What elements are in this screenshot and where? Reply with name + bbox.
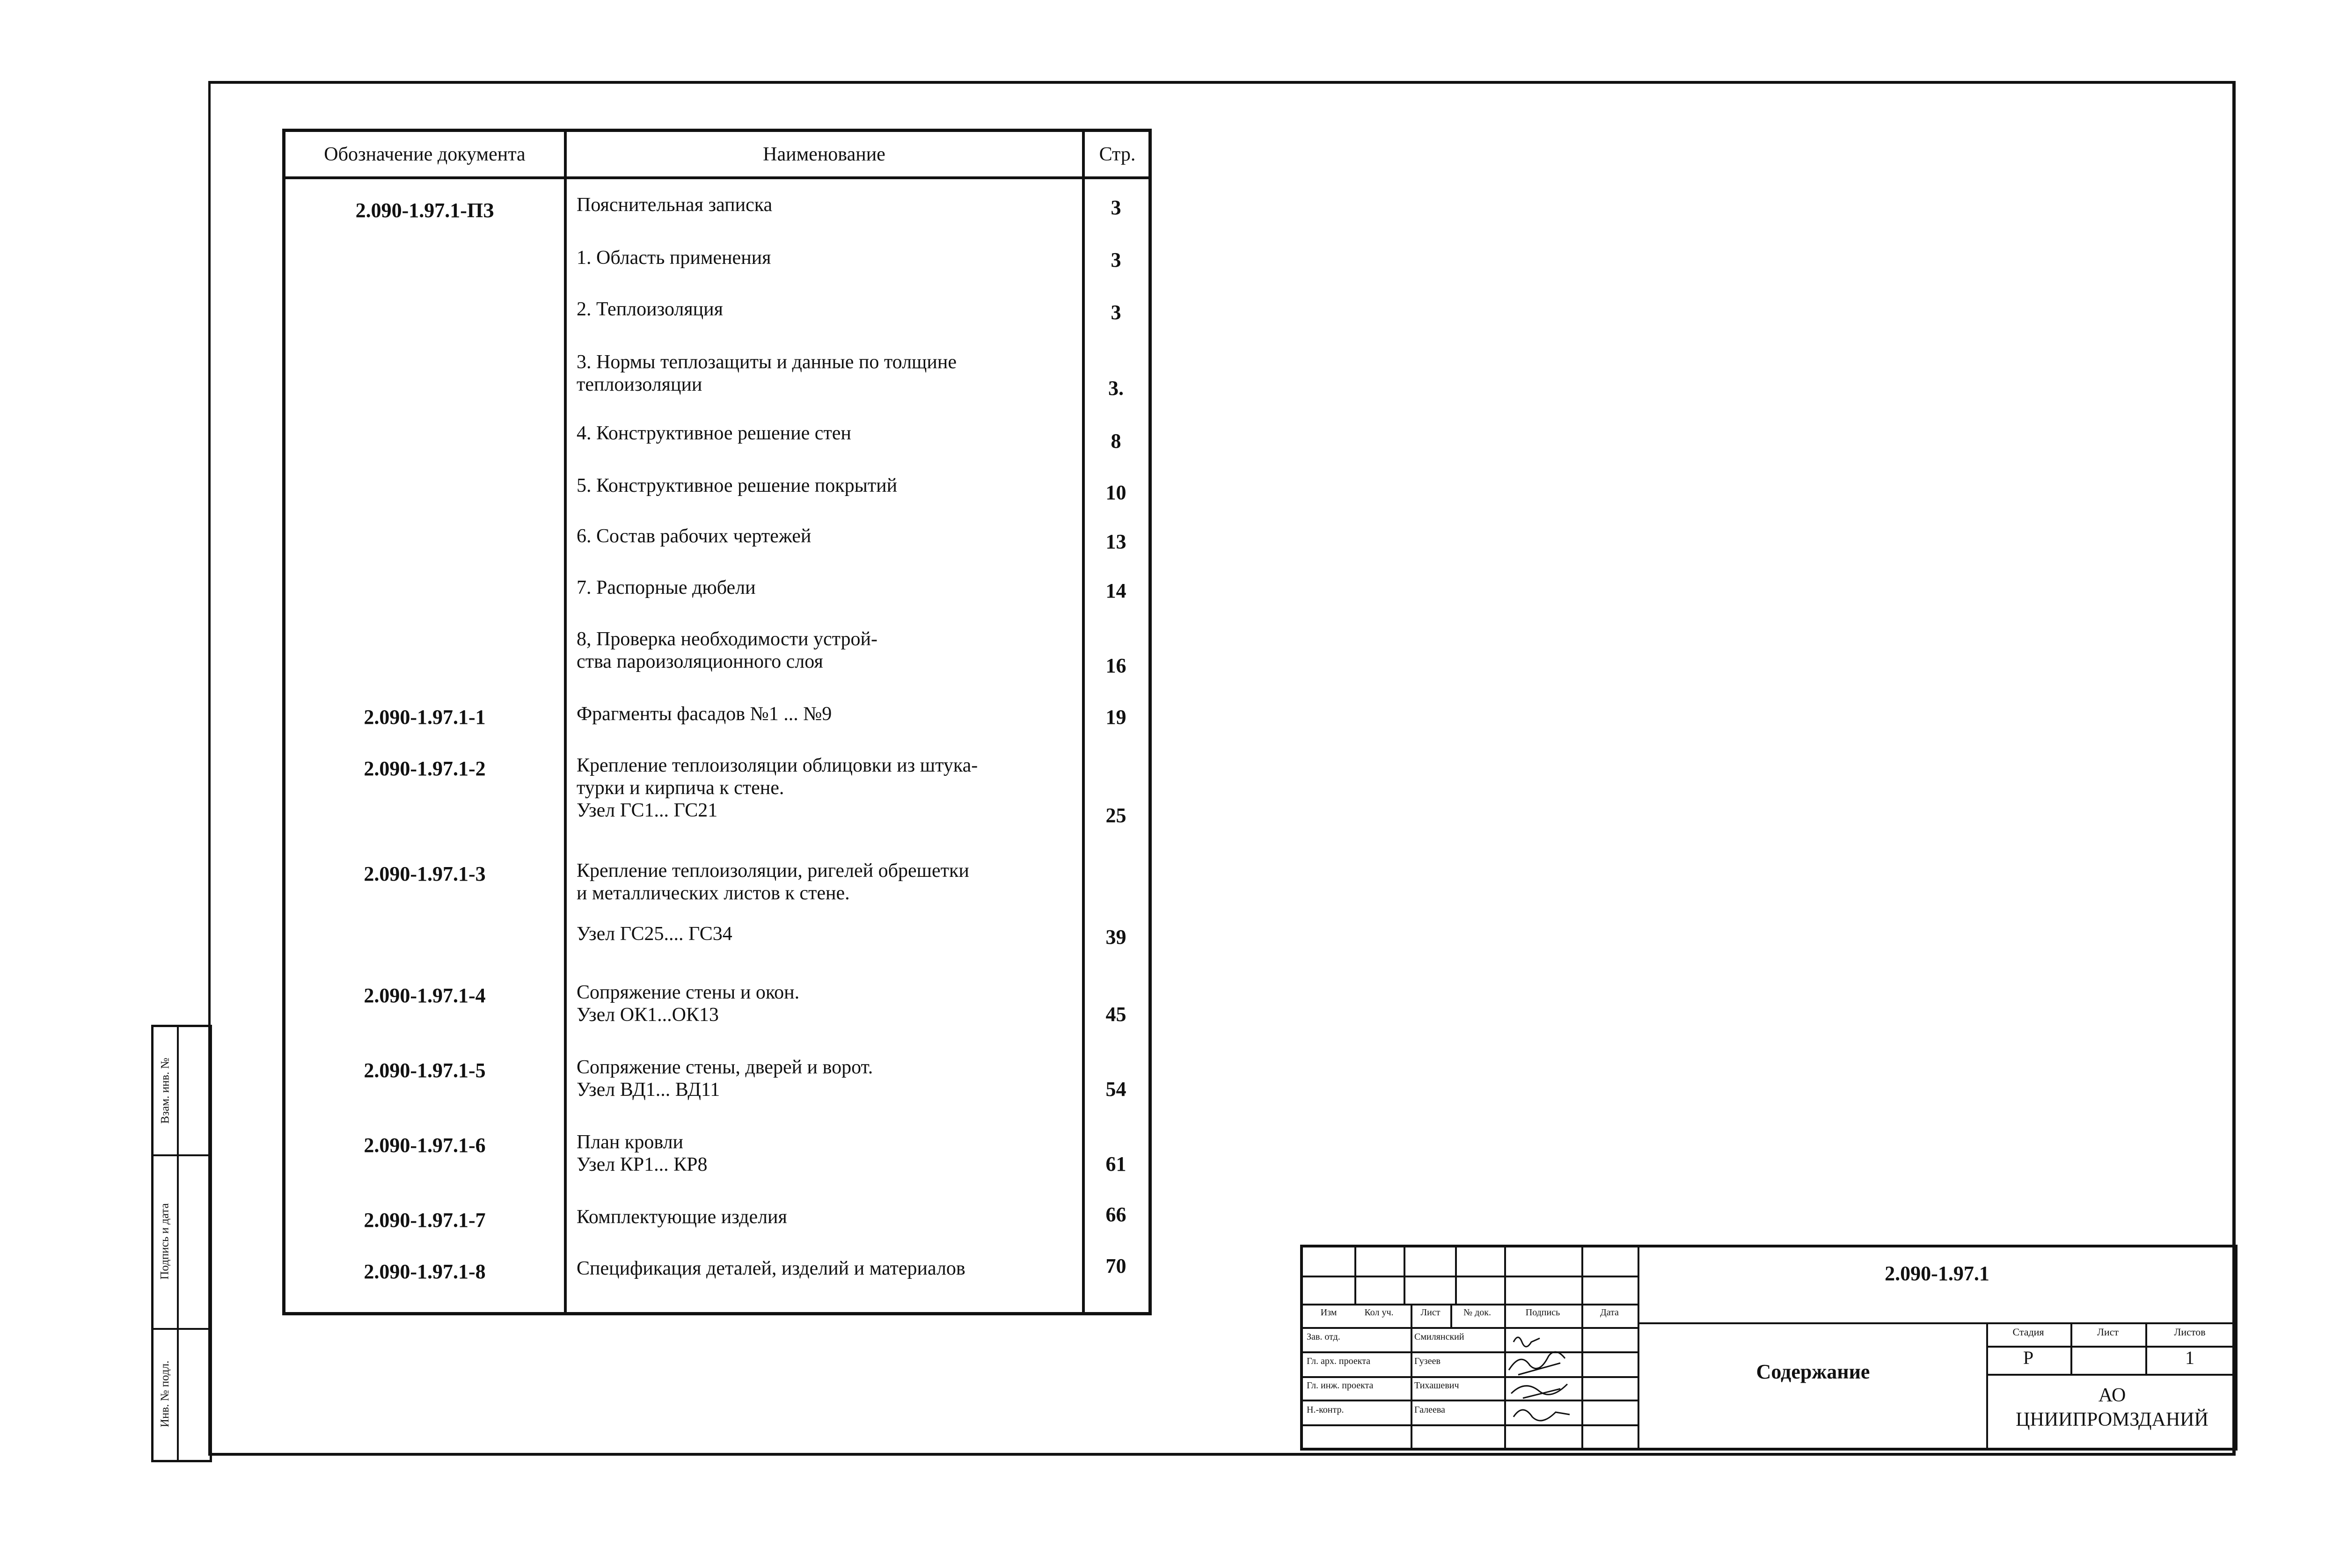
row-title: 1. Область применения (577, 247, 771, 269)
row-code: 2.090-1.97.1-4 (364, 984, 486, 1007)
organization (1988, 1383, 2236, 1432)
col-header-doc-no: № док. (1463, 1307, 1491, 1318)
row-page: 8 (1111, 430, 1121, 452)
side-stamp-strip (151, 1025, 212, 1462)
row-page: 45 (1105, 1003, 1126, 1026)
row-title: 4. Конструктивное решение стен (577, 423, 851, 444)
row-page: 13 (1105, 530, 1126, 553)
grid-line (1303, 1351, 1638, 1353)
grid-line (1581, 1247, 1583, 1449)
role-name: Тихашевич (1414, 1380, 1459, 1391)
col-header-change: Изм (1320, 1307, 1337, 1318)
stage-header: Стадия (2012, 1326, 2044, 1338)
col-header-date: Дата (1600, 1307, 1619, 1318)
role-label: Н.-контр. (1307, 1405, 1344, 1415)
row-title: Сопряжение стены и окон. Узел ОК1...ОК13 (577, 982, 800, 1026)
row-page: 54 (1105, 1078, 1126, 1101)
row-title: Пояснительная записка (577, 194, 773, 216)
row-code: 2.090-1.97.1-ПЗ (355, 199, 494, 222)
column-divider (564, 132, 567, 1312)
title-block (1300, 1245, 2238, 1451)
role-label: Зав. отд. (1307, 1332, 1340, 1342)
row-code: 2.090-1.97.1-3 (364, 862, 486, 885)
row-title: Комплектующие изделия (577, 1206, 787, 1228)
signatures-drawing (1504, 1328, 1581, 1424)
row-title: Узел ГС25.... ГС34 (577, 923, 732, 945)
header-name: Наименование (763, 143, 885, 165)
row-code: 2.090-1.97.1-2 (364, 757, 486, 780)
row-title: 3. Нормы теплозащиты и данные по толщине теплоизоляции (577, 351, 957, 395)
row-title: Крепление теплоизоляции, ригелей обрешетки и металлических листов к стене. (577, 860, 969, 904)
row-code: 2.090-1.97.1-5 (364, 1059, 486, 1082)
header-document-code: Обозначение документа (324, 143, 526, 165)
sheets-value: 1 (2185, 1347, 2194, 1368)
document-code: 2.090-1.97.1 (1885, 1262, 1989, 1285)
col-header-qty: Кол уч. (1364, 1307, 1394, 1318)
document-title: Содержание (1756, 1360, 1870, 1383)
grid-line (1303, 1376, 1638, 1378)
side-label-replaced-inventory: Взам. инв. № (159, 1057, 172, 1124)
row-code: 2.090-1.97.1-1 (364, 706, 486, 729)
row-page: 66 (1105, 1203, 1126, 1226)
row-page: 14 (1105, 579, 1126, 602)
row-code: 2.090-1.97.1-6 (364, 1134, 486, 1157)
row-title: Крепление теплоизоляции облицовки из штука- турки и кирпича к стене. Узел ГС1... ГС21 (577, 755, 978, 821)
row-title: 7. Распорные дюбели (577, 577, 756, 598)
grid-line (1638, 1247, 1639, 1449)
row-page: 3. (1108, 377, 1124, 400)
row-title: Сопряжение стены, дверей и ворот. Узел ВД1... ВД11 (577, 1057, 873, 1101)
role-name: Гузеев (1414, 1356, 1441, 1366)
stage-value: Р (2023, 1347, 2034, 1368)
role-name: Смилянский (1414, 1332, 1464, 1342)
row-code: 2.090-1.97.1-7 (364, 1209, 486, 1232)
row-code: 2.090-1.97.1-8 (364, 1260, 486, 1283)
grid-line (1303, 1400, 1638, 1401)
row-page: 3 (1111, 301, 1121, 324)
grid-line (1638, 1322, 2235, 1324)
row-title: Спецификация деталей, изделий и материалов (577, 1258, 965, 1279)
row-title: 5. Конструктивное решение покрытий (577, 475, 898, 496)
row-page: 19 (1105, 706, 1126, 729)
col-header-sheet: Лист (1420, 1307, 1441, 1318)
row-page: 10 (1105, 481, 1126, 504)
row-page: 61 (1105, 1152, 1126, 1175)
grid-line (1303, 1276, 1638, 1277)
grid-line (1303, 1424, 1638, 1426)
sheets-header: Листов (2174, 1326, 2206, 1338)
sheet-header: Лист (2097, 1326, 2119, 1338)
role-name: Галеева (1414, 1405, 1445, 1415)
header-divider (285, 176, 1148, 179)
side-strip-divider (177, 1027, 179, 1460)
row-title: 6. Состав рабочих чертежей (577, 525, 812, 547)
row-page: 39 (1105, 926, 1126, 948)
role-label: Гл. арх. проекта (1307, 1356, 1371, 1366)
side-label-signature-date: Подпись и дата (159, 1203, 171, 1280)
row-title: Фрагменты фасадов №1 ... №9 (577, 703, 832, 725)
side-label-original-inventory: Инв. № подл. (159, 1360, 172, 1428)
row-page: 3 (1111, 196, 1121, 219)
grid-line (1303, 1327, 1638, 1329)
row-page: 3 (1111, 248, 1121, 271)
row-title: План кровли Узел КР1... КР8 (577, 1131, 708, 1175)
row-page: 70 (1105, 1254, 1126, 1277)
row-page: 16 (1105, 654, 1126, 677)
role-label: Гл. инж. проекта (1307, 1380, 1374, 1391)
header-page: Стр. (1099, 143, 1136, 165)
organization-line-2: ЦНИИПРОМЗДАНИЙ (2016, 1409, 2208, 1430)
grid-line (1986, 1374, 2235, 1376)
row-page: 25 (1105, 804, 1126, 827)
row-title: 8, Проверка необходимости устрой- ства пароизоляционного слоя (577, 628, 878, 672)
grid-line (1303, 1304, 1638, 1305)
contents-table (282, 129, 1152, 1315)
col-header-signature: Подпись (1525, 1307, 1560, 1318)
row-title: 2. Теплоизоляция (577, 299, 723, 320)
organization-line-1: АО (2098, 1385, 2126, 1406)
